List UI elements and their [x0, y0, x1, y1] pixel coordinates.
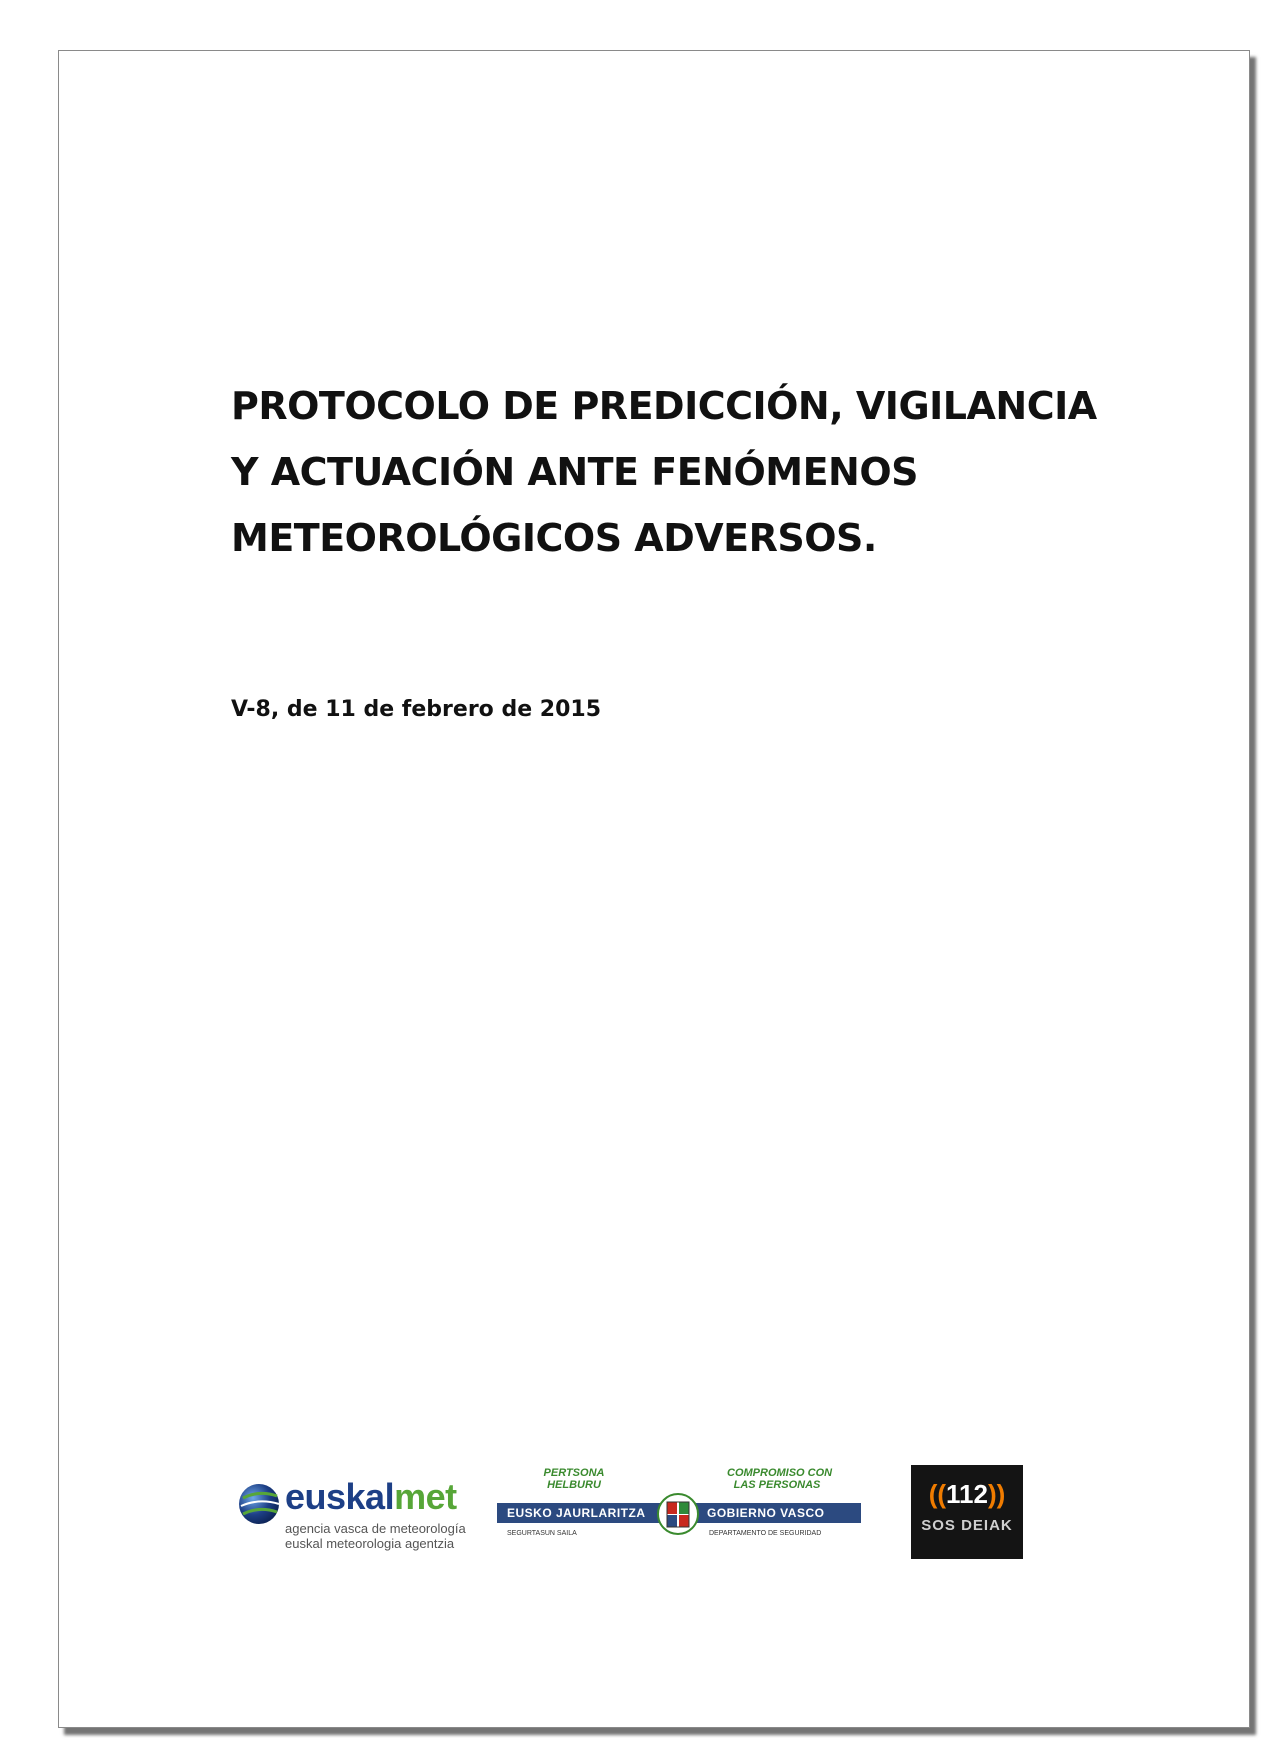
- sos-112-logo: [911, 1465, 1023, 1559]
- document-page: [58, 50, 1250, 1728]
- euskalmet-name-part2: met: [394, 1476, 457, 1517]
- slogan-left: [537, 1467, 611, 1491]
- title-line-1: PROTOCOLO DE PREDICCIÓN, VIGILANCIA: [231, 384, 1097, 428]
- euskalmet-logo: [237, 1476, 469, 1556]
- title-line-2: Y ACTUACIÓN ANTE FENÓMENOS: [231, 450, 919, 494]
- euskalmet-subtitle-1: agencia vasca de meteorología: [285, 1521, 466, 1536]
- bar-label-right: GOBIERNO VASCO: [707, 1506, 825, 1520]
- slogan-right-line-1: COMPROMISO CON: [727, 1467, 833, 1479]
- slogan-right: [727, 1467, 833, 1491]
- euskalmet-name: [285, 1476, 457, 1518]
- slogan-left-line-1: PERTSONA: [543, 1467, 605, 1479]
- document-version: V-8, de 11 de febrero de 2015: [231, 697, 602, 722]
- dept-label-right: DEPARTAMENTO DE SEGURIDAD: [709, 1530, 822, 1537]
- document-title: [231, 373, 1151, 571]
- title-line-3: METEOROLÓGICOS ADVERSOS.: [231, 516, 877, 560]
- euskalmet-name-part1: euskal: [285, 1476, 395, 1517]
- sos-112-subtitle: SOS DEIAK: [921, 1517, 1013, 1534]
- gobierno-vasco-logo: [497, 1467, 861, 1563]
- paren-left: ((: [928, 1479, 947, 1509]
- globe-icon: [237, 1482, 281, 1526]
- slogan-right-line-2: LAS PERSONAS: [733, 1479, 821, 1491]
- emergency-number: 112: [946, 1479, 988, 1509]
- slogan-left-line-2: HELBURU: [547, 1479, 601, 1491]
- paren-right: )): [987, 1479, 1006, 1509]
- bar-label-left: EUSKO JAURLARITZA: [507, 1506, 646, 1520]
- coat-of-arms-icon: [657, 1491, 699, 1537]
- dept-label-left: SEGURTASUN SAILA: [507, 1530, 577, 1537]
- sos-112-number: [911, 1479, 1023, 1510]
- euskalmet-subtitle-2: euskal meteorologia agentzia: [285, 1536, 455, 1551]
